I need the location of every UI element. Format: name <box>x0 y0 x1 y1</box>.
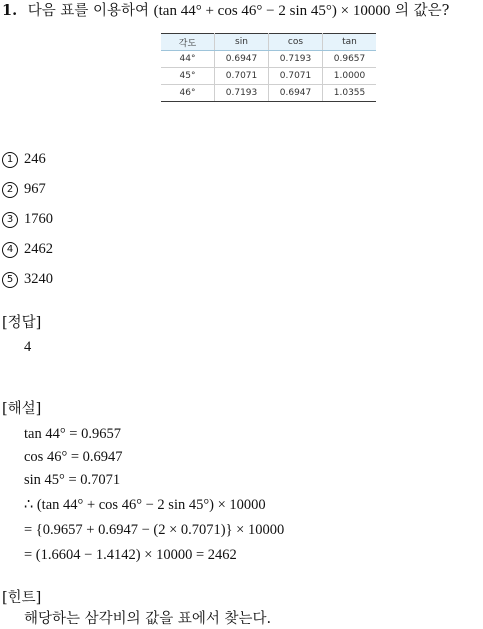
table-cell: 1.0355 <box>323 85 377 102</box>
question-number: 1. <box>2 2 18 19</box>
explanation-line: sin 45° = 0.7071 <box>24 472 121 488</box>
question-suffix: 의 값은? <box>394 3 450 19</box>
explanation-line: ∴ (tan 44° + cos 46° − 2 sin 45°) × 10000 <box>24 497 266 513</box>
table-cell: 0.9657 <box>323 51 377 68</box>
table-row <box>161 51 376 68</box>
question-prefix: 다음 표를 이용하여 <box>27 3 150 19</box>
table-cell: 0.7071 <box>269 68 323 85</box>
explanation-line: tan 44° = 0.9657 <box>24 426 121 442</box>
option-marker: 1 <box>2 152 18 168</box>
table-header-row <box>161 34 376 51</box>
table-cell: 44° <box>161 51 215 68</box>
table-cell: 0.6947 <box>215 51 269 68</box>
table-cell: 0.7193 <box>269 51 323 68</box>
explanation-line: = {0.9657 + 0.6947 − (2 × 0.7071)} × 10000 <box>24 522 285 538</box>
table-row <box>161 68 376 85</box>
table-cell: 46° <box>161 85 215 102</box>
answer-title: [정답] <box>2 315 42 331</box>
option-value: 967 <box>24 181 46 197</box>
table-header-sin: sin <box>215 34 269 51</box>
table-cell: 1.0000 <box>323 68 377 85</box>
table-cell: 0.7071 <box>215 68 269 85</box>
option-5[interactable] <box>2 270 53 288</box>
explanation-line: = (1.6604 − 1.4142) × 10000 = 2462 <box>24 547 237 563</box>
table-row <box>161 85 376 102</box>
hint-title: [힌트] <box>2 590 42 606</box>
explanation-title: [해설] <box>2 401 42 417</box>
hint-text: 해당하는 삼각비의 값을 표에서 찾는다. <box>24 611 272 627</box>
option-marker: 5 <box>2 272 18 288</box>
table-header-tan: tan <box>323 34 377 51</box>
option-1[interactable] <box>2 150 46 168</box>
table-cell: 45° <box>161 68 215 85</box>
option-marker: 4 <box>2 242 18 258</box>
answer-value: 4 <box>24 339 32 355</box>
option-4[interactable] <box>2 240 53 258</box>
option-value: 3240 <box>24 271 53 287</box>
question-text <box>2 0 449 22</box>
option-value: 1760 <box>24 211 53 227</box>
option-3[interactable] <box>2 210 53 228</box>
trig-table <box>161 33 376 102</box>
option-marker: 2 <box>2 182 18 198</box>
table-cell: 0.7193 <box>215 85 269 102</box>
question-expression: (tan 44° + cos 46° − 2 sin 45°) × 10000 <box>153 3 391 19</box>
option-value: 246 <box>24 151 46 167</box>
option-2[interactable] <box>2 180 46 198</box>
table-cell: 0.6947 <box>269 85 323 102</box>
table-header-cos: cos <box>269 34 323 51</box>
table-header-angle: 각도 <box>161 34 215 51</box>
option-value: 2462 <box>24 241 53 257</box>
option-marker: 3 <box>2 212 18 228</box>
explanation-line: cos 46° = 0.6947 <box>24 449 123 465</box>
